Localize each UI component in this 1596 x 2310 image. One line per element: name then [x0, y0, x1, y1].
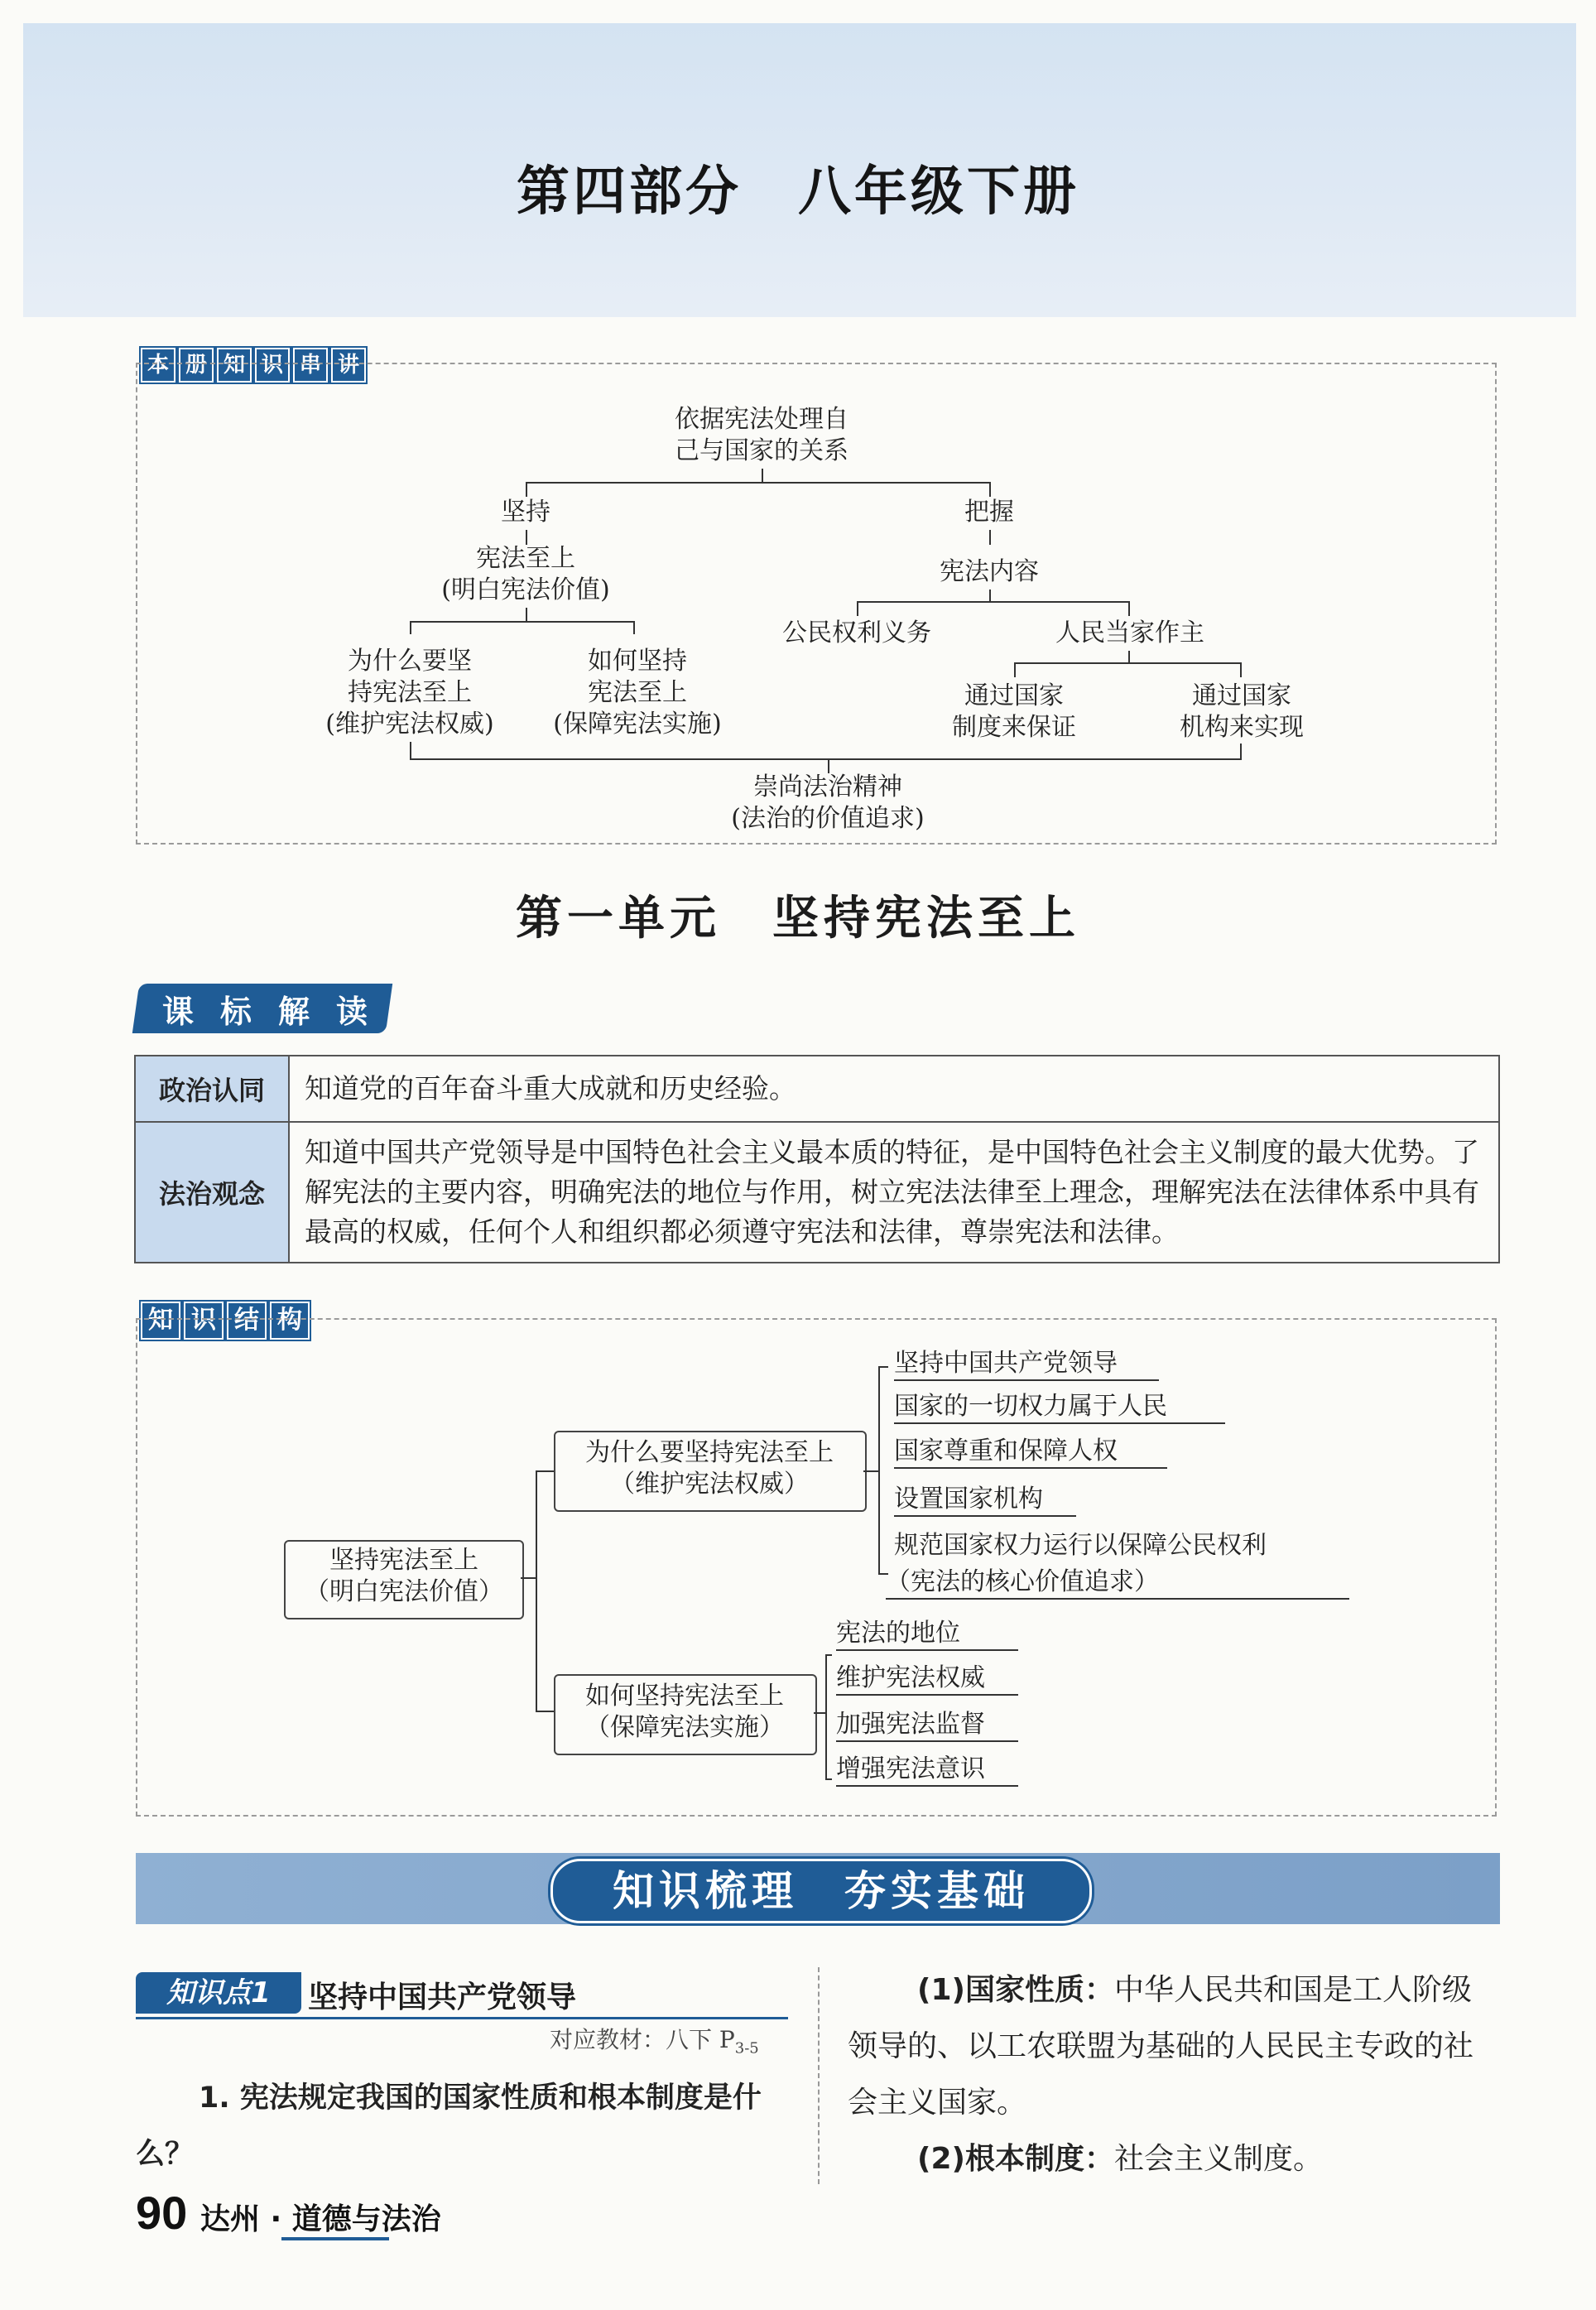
overview-right-b1: 通过国家 制度来保证 — [952, 681, 1076, 742]
overview-tag-char: 讲 — [331, 348, 366, 383]
standards-table — [134, 1055, 1500, 1263]
standards-tag-char: 标 — [219, 993, 252, 1030]
structure-b1-item: （宪法的核心价值追求） — [886, 1566, 1349, 1600]
overview-tag-char: 册 — [179, 348, 214, 383]
structure-b1-item: 规范国家权力运行以保障公民权利 — [894, 1531, 1267, 1560]
structure-tag-char: 识 — [184, 1302, 224, 1340]
standards-label-political: 政治认同 — [135, 1056, 289, 1122]
structure-b2-item: 维护宪法权威 — [836, 1663, 1018, 1696]
standards-tag-char: 课 — [161, 993, 194, 1030]
overview-left-verb: 坚持 — [501, 498, 550, 527]
structure-root: 坚持宪法至上 （明白宪法价值） — [305, 1546, 503, 1606]
structure-b2-item: 增强宪法意识 — [836, 1754, 1018, 1787]
table-row — [135, 1056, 1499, 1122]
overview-left-b: 如何坚持 宪法至上 (保障宪法实施) — [553, 647, 722, 739]
table-row — [135, 1122, 1499, 1263]
knowledge-ref — [550, 2022, 759, 2057]
structure-b2-item: 宪法的地位 — [836, 1618, 1018, 1651]
standards-label-law: 法治观念 — [135, 1122, 289, 1263]
part-title: 第四部分 八年级下册 — [517, 161, 1079, 223]
section-title: 知识梳理 夯实基础 — [550, 1859, 1092, 1923]
structure-tag-char: 构 — [270, 1302, 310, 1340]
structure-b1-item: 国家的一切权力属于人民 — [894, 1391, 1225, 1424]
knowledge-ref-sub: 3-5 — [734, 2039, 759, 2057]
footer-book: 达州 · 道德与法治 — [200, 2202, 441, 2236]
overview-tag-char: 串 — [293, 348, 328, 383]
structure-b1-item: 设置国家机构 — [894, 1484, 1076, 1517]
structure-b2-item: 加强宪法监督 — [836, 1709, 1018, 1742]
knowledge-tag: 知识点1 — [136, 1972, 301, 2014]
structure-branch1: 为什么要坚持宪法至上 （维护宪法权威） — [585, 1438, 834, 1499]
overview-right-verb: 把握 — [964, 498, 1014, 527]
knowledge-answer2 — [848, 2131, 1500, 2187]
answer1-text: 中华人民共和国是工人阶级领导的、以工农联盟为基础的人民民主专政的社会主义国家。 — [848, 1973, 1474, 2120]
structure-tag-char: 结 — [227, 1302, 267, 1340]
knowledge-title: 坚持中国共产党领导 — [308, 1980, 577, 2014]
standards-text-law: 知道中国共产党领导是中国特色社会主义最本质的特征，是中国特色社会主义制度的最大优势。了解宪法的主要内容，明确宪法的地位与作用，树立宪法法律至上理念，理解宪法在法律体系中具有最高的权威，任何个人和组织都必须遵守宪法和法律，尊崇宪法和法律。 — [289, 1122, 1499, 1263]
overview-left-a: 为什么要坚 持宪法至上 (维护宪法权威) — [325, 647, 494, 739]
page-number: 90 — [136, 2187, 188, 2239]
knowledge-answer1 — [848, 1962, 1500, 2131]
overview-root: 依据宪法处理自 己与国家的关系 — [675, 405, 848, 465]
knowledge-rule — [136, 2017, 788, 2019]
overview-right-a: 公民权利义务 — [782, 618, 931, 647]
answer2-text: 社会主义制度。 — [1113, 2142, 1323, 2176]
structure-branch2: 如何坚持宪法至上 （保障宪法实施） — [585, 1682, 784, 1742]
structure-b1-item: 坚持中国共产党领导 — [894, 1348, 1159, 1381]
overview-tag-char: 识 — [255, 348, 290, 383]
overview-tag-char: 知 — [217, 348, 252, 383]
overview-tag-char: 本 — [141, 348, 175, 383]
standards-tag-label — [149, 984, 381, 1033]
answer1-label: (1)国家性质： — [917, 1973, 1114, 2007]
overview-left-node: 宪法至上 (明白宪法价值) — [441, 544, 610, 604]
knowledge-question: 1. 宪法规定我国的国家性质和根本制度是什么？ — [136, 2081, 762, 2171]
standards-tag-char: 读 — [335, 993, 368, 1030]
standards-text-political: 知道党的百年奋斗重大成就和历史经验。 — [289, 1056, 1499, 1122]
answer2-label: (2)根本制度： — [917, 2142, 1114, 2176]
structure-tag-char: 知 — [141, 1302, 180, 1340]
structure-b1-item: 国家尊重和保障人权 — [894, 1436, 1167, 1469]
overview-right-node: 宪法内容 — [940, 557, 1039, 586]
overview-right-b: 人民当家作主 — [1055, 618, 1204, 647]
column-divider — [818, 1967, 820, 2184]
knowledge-ref-text: 对应教材：八下 P — [550, 2026, 735, 2053]
standards-tag-char: 解 — [277, 993, 310, 1030]
overview-right-b2: 通过国家 机构来实现 — [1180, 681, 1304, 742]
footer-accent — [281, 2237, 389, 2240]
unit-title: 第一单元 坚持宪法至上 — [516, 892, 1080, 946]
overview-bottom: 崇尚法治精神 (法治的价值追求) — [731, 772, 925, 833]
